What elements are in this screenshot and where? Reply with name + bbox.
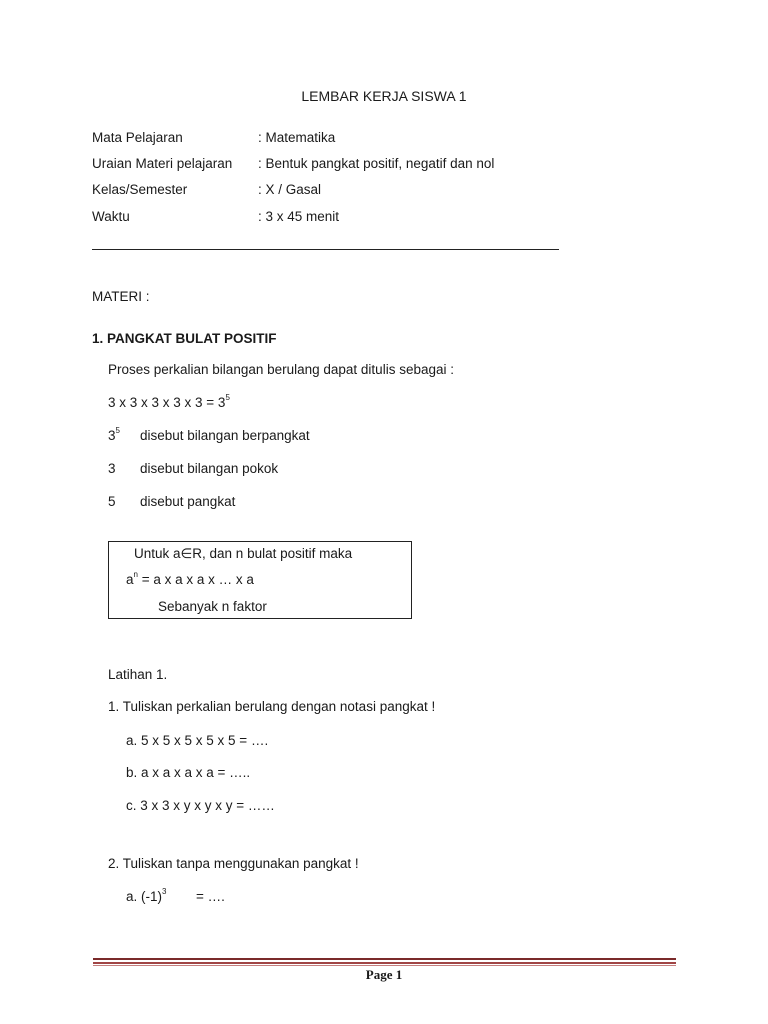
repeated-multiplication-equation xyxy=(108,393,230,410)
question-2: 2. Tuliskan tanpa menggunakan pangkat ! xyxy=(108,856,359,871)
info-label-subject: Mata Pelajaran xyxy=(92,130,183,145)
info-label-topic: Uraian Materi pelajaran xyxy=(92,156,233,171)
header-divider xyxy=(92,249,559,250)
question-1-item-c: c. 3 x 3 x y x y x y = …… xyxy=(126,798,275,813)
term-exponent: 5 xyxy=(115,426,120,435)
footer-rule xyxy=(93,958,676,960)
info-value-time: : 3 x 45 menit xyxy=(258,209,340,224)
term-power xyxy=(108,426,120,443)
term-power-desc: disebut bilangan berpangkat xyxy=(140,428,310,443)
page-number: Page 1 xyxy=(365,967,403,982)
q2-exponent: 3 xyxy=(162,887,167,896)
info-value-subject: : Matematika xyxy=(258,130,336,145)
info-label-class: Kelas/Semester xyxy=(92,182,188,197)
definition-formula xyxy=(126,570,254,587)
info-value-topic: : Bentuk pangkat positif, negatif dan nol xyxy=(258,156,495,171)
info-value-class: : X / Gasal xyxy=(258,182,322,197)
formula-rest: = a x a x a x … x a xyxy=(137,572,254,587)
question-1-item-b: b. a x a x a x a = ….. xyxy=(126,765,251,780)
term-exponent-desc: disebut pangkat xyxy=(140,494,236,509)
materi-heading: MATERI : xyxy=(92,289,150,304)
question-2-item-a xyxy=(126,887,167,904)
equation-exponent: 5 xyxy=(225,393,230,402)
q2-base: a. (-1) xyxy=(126,889,163,904)
term-base: 3 xyxy=(108,428,116,443)
section-heading: 1. PANGKAT BULAT POSITIF xyxy=(92,331,277,346)
definition-line-1: Untuk a∈R, dan n bulat positif maka xyxy=(134,546,353,561)
q2-answer: = …. xyxy=(196,889,225,904)
question-1: 1. Tuliskan perkalian berulang dengan notasi pangkat ! xyxy=(108,699,436,714)
formula-exponent: n xyxy=(133,570,138,579)
page-title: LEMBAR KERJA SISWA 1 xyxy=(301,88,467,104)
formula-base: a xyxy=(126,572,134,587)
info-label-time: Waktu xyxy=(92,209,130,224)
term-base-desc: disebut bilangan pokok xyxy=(140,461,279,476)
term-base-number: 3 xyxy=(108,461,116,476)
section-intro: Proses perkalian bilangan berulang dapat ditulis sebagai : xyxy=(108,362,454,377)
latihan-heading: Latihan 1. xyxy=(108,667,168,682)
equation-base: 3 x 3 x 3 x 3 x 3 = 3 xyxy=(108,395,226,410)
definition-line-3: Sebanyak n faktor xyxy=(158,599,267,614)
term-exponent-number: 5 xyxy=(108,494,116,509)
footer-rule xyxy=(93,965,676,966)
footer-rule xyxy=(93,962,676,964)
question-1-item-a: a. 5 x 5 x 5 x 5 x 5 = …. xyxy=(126,733,269,748)
